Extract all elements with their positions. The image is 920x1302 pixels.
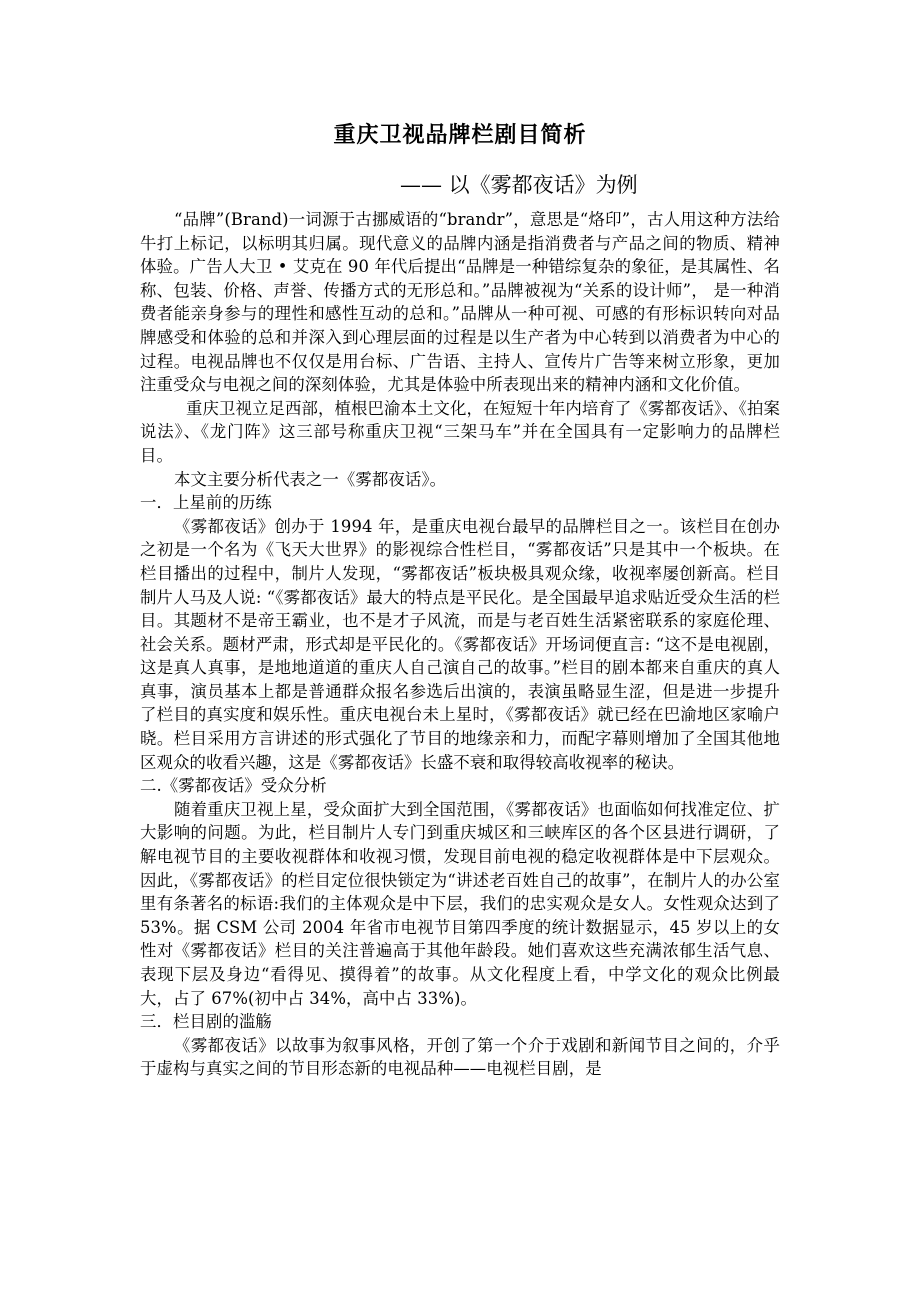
document-subtitle: —— 以《雾都夜话》为例 — [400, 173, 638, 197]
paragraph-origin: 《雾都夜话》以故事为叙事风格，开创了第一个介于戏剧和新闻节目之间的，介乎于虚构与真实之间的节目形态新的电视品种——电视栏目剧，是 — [140, 1035, 780, 1079]
paragraph-history: 《雾都夜话》创办于 1994 年，是重庆电视台最早的品牌栏目之一。该栏目在创办之初是一个名为《飞天大世界》的影视综合性栏目，“雾都夜话”只是其中一个板块。在栏目播出的过程中，制片人发现，“雾都夜话”板块极具观众缘，收视率屡创新高。栏目制片人马及人说: “《雾都夜话》最大的特点是平民化。是全国最早追求贴近受众生活的栏目。其题材不是帝王霸业，也不是才子风流，而是与老百姓生活紧密联系的家庭伦理、社会关系。题材严肃，形式却是平民化的。《雾都夜话》开场词便直言: “这不是电视剧，这是真人真事，是地地道道的重庆人自己演自己的故事。”栏目的剧本都来自重庆的真人真事，演员基本上都是普通群众报名参选后出演的，表演虽略显生涩，但是进一步提升了栏目的真实度和娱乐性。重庆电视台未上星时，《雾都夜话》就已经在巴渝地区家喻户晓。栏目采用方言讲述的形式强化了节目的地缘亲和力，而配字幕则增加了全国其他地区观众的收看兴趣，这是《雾都夜话》长盛不衰和取得较高收视率的秘诀。 — [140, 516, 780, 772]
section-heading-1: 一．上星前的历练 — [140, 493, 272, 513]
paragraph-scope: 本文主要分析代表之一《雾都夜话》。 — [174, 469, 447, 489]
paragraph-brand-definition: “品牌”(Brand)一词源于古挪威语的“brandr”，意思是“烙印”，古人用这种方法给牛打上标记，以标明其归属。现代意义的品牌内涵是指消费者与产品之间的物质、精神体验。广告人大卫 • 艾克在 90 年代后提出“品牌是一种错综复杂的象征，是其属性、名称、包装、价格、声誉、传播方式的无形总和。”品牌被视为“关系的设计师”， 是一种消费者能亲身参与的理性和感性互动的总和。”品牌从一种可视、可感的有形标识转向对品牌感受和体验的总和并深入到心理层面的过程是以生产者为中心转到以消费者为中心的过程。电视品牌也不仅仅是用台标、广告语、主持人、宣传片广告等来树立形象，更加注重受众与电视之间的深刻体验，尤其是体验中所表现出来的精神内涵和文化价值。 — [140, 210, 780, 395]
document-title: 重庆卫视品牌栏剧目简析 — [333, 122, 587, 148]
paragraph-audience: 随着重庆卫视上星，受众面扩大到全国范围，《雾都夜话》也面临如何找准定位、扩大影响的问题。为此，栏目制片人专门到重庆城区和三峡库区的各个区县进行调研，了解电视节目的主要收视群体和收视习惯，发现目前电视的稳定收视群体是中下层观众。因此，《雾都夜话》的栏目定位很快锁定为“讲述老百姓自己的故事”，在制片人的办公室里有条著名的标语:我们的主体观众是中下层，我们的忠实观众是女人。女性观众达到了 53%。据 CSM 公司 2004 年省市电视节目第四季度的统计数据显示，45 岁以上的女性对《雾都夜话》栏目的关注普遍高于其他年龄段。她们喜欢这些充满浓郁生活气息、表现下层及身边“看得见、摸得着”的故事。从文化程度上看，中学文化的观众比例最大，占了 67%(初中占 34%，高中占 33%)。 — [140, 799, 780, 1008]
paragraph-chongqing-tv: 重庆卫视立足西部，植根巴渝本土文化，在短短十年内培育了《雾都夜话》、《拍案说法》、《龙门阵》这三部号称重庆卫视“三架马车”并在全国具有一定影响力的品牌栏目。 — [140, 398, 780, 465]
section-heading-2: 二.《雾都夜话》受众分析 — [140, 776, 327, 796]
document-body — [140, 208, 780, 1081]
section-heading-3: 三．栏目剧的滥觞 — [140, 1012, 272, 1032]
